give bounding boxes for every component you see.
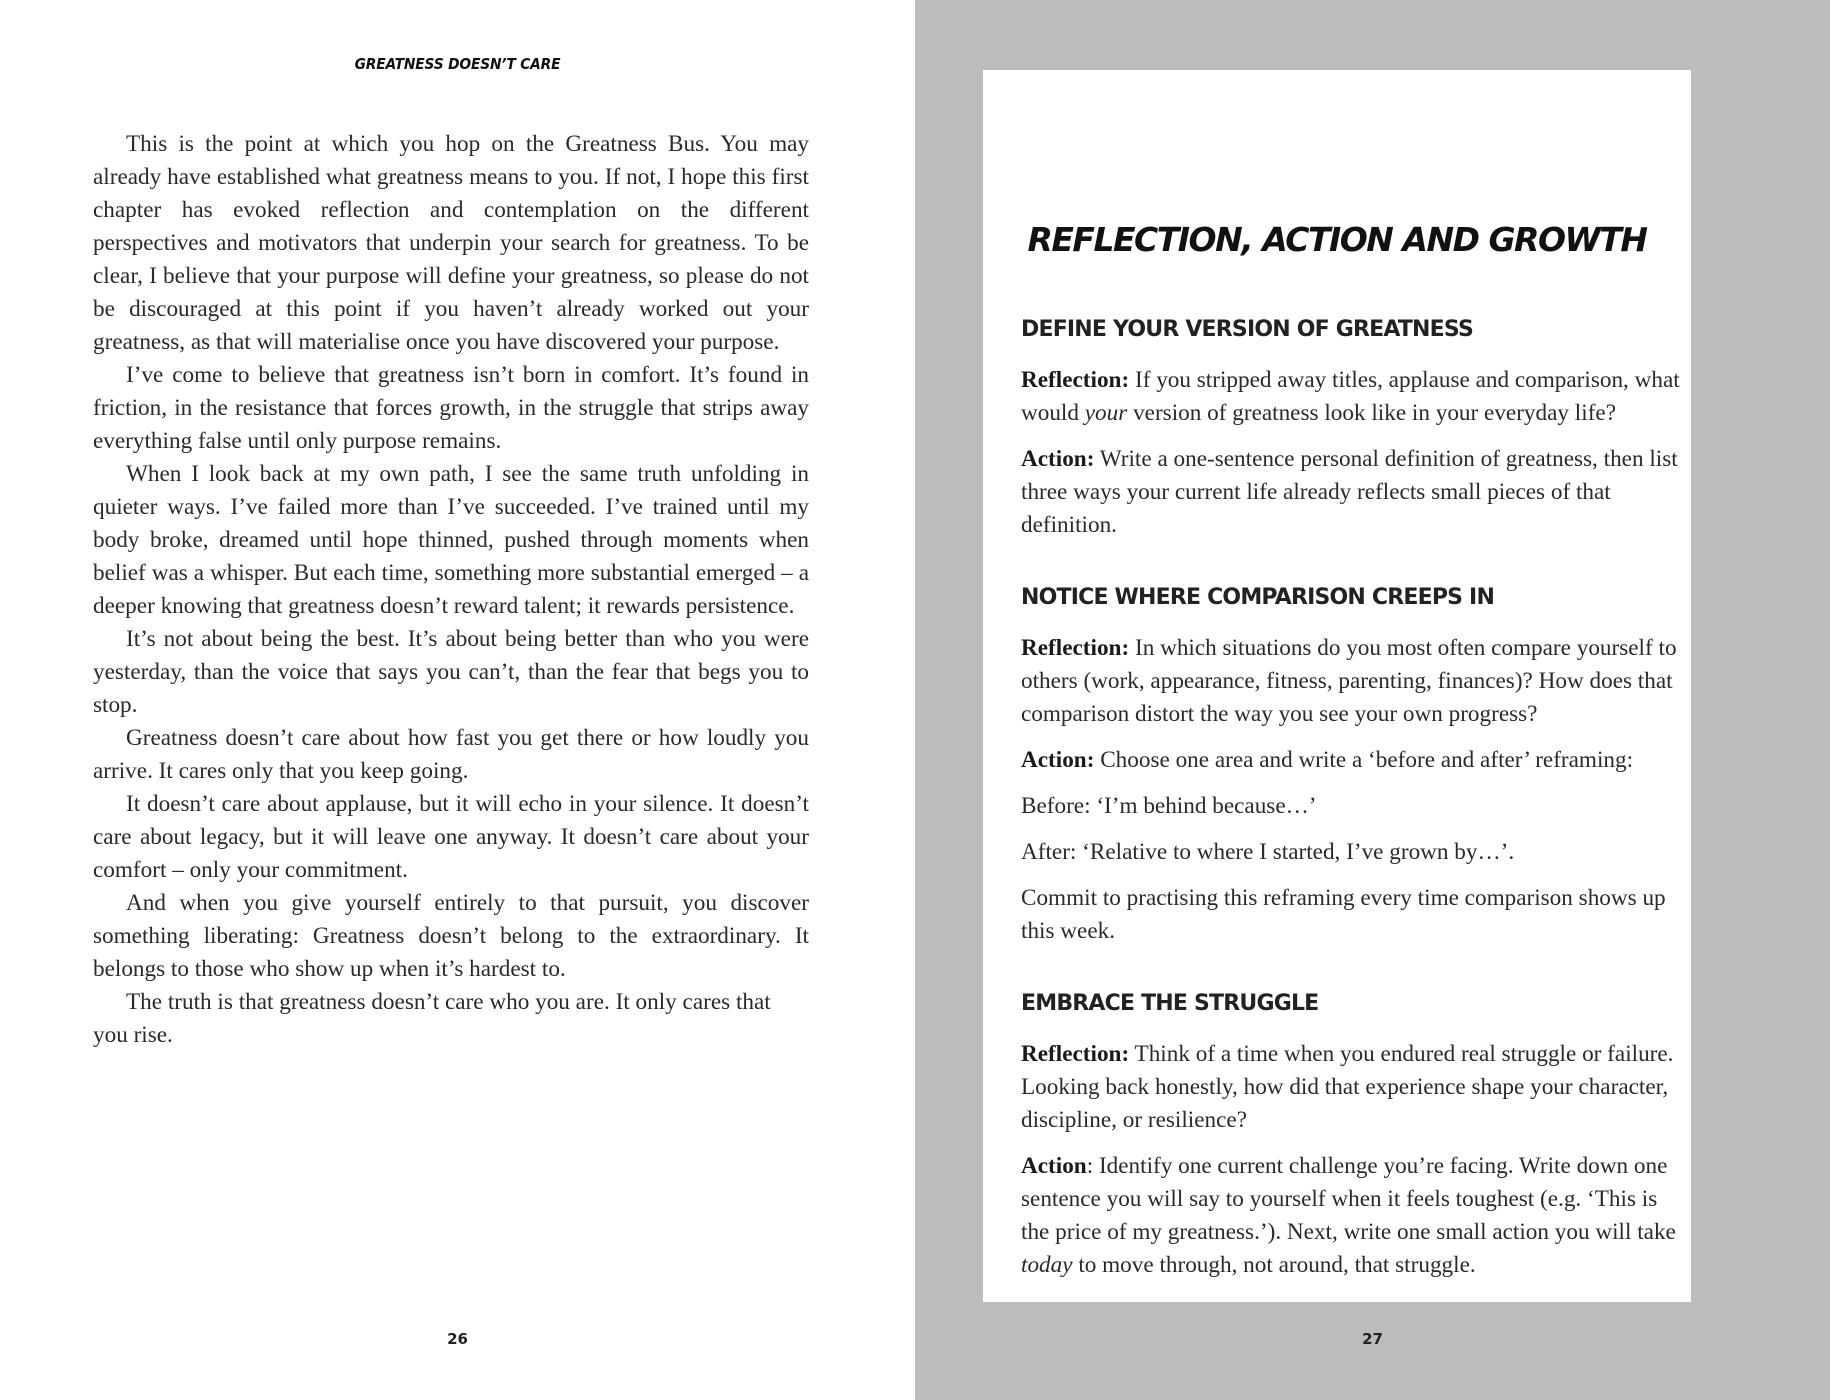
paragraph: When I look back at my own path, I see the same truth unfolding in quieter ways. I’ve failed more than I’ve succeeded. I’ve trained until my body broke, dreamed until hope thinned, pushed through moments when belief was a whisper. But each time, something more substantial emerged – a deeper knowing that greatness doesn’t reward talent; it rewards persistence. xyxy=(93,461,809,619)
action-body: Write a one-sentence personal definition of greatness, then list three ways your current life already reflects small pieces of that definition. xyxy=(1021,446,1678,538)
action-body: : Identify one current challenge you’re facing. Write down one sentence you will say to yourself when it feels toughest (e.g. ‘This is the price of my greatness.’). Next, write one small action you will take xyxy=(1021,1153,1676,1245)
reflection-body: Think of a time when you endured real struggle or failure. Looking back honestly, how did that experience shape your character, discipline, or resilience? xyxy=(1021,1041,1674,1133)
body-text xyxy=(93,128,809,1052)
action-label: Action: xyxy=(1021,446,1095,472)
action-text xyxy=(1021,443,1681,542)
action-body: to move through, not around, that struggle. xyxy=(1072,1252,1476,1278)
reflection-body: In which situations do you most often compare yourself to others (work, appearance, fitness, parenting, finances)? How does that comparison distort the way you see your own progress? xyxy=(1021,635,1677,727)
reflection-text xyxy=(1021,632,1681,731)
reflection-body: version of greatness look like in your everyday life? xyxy=(1127,400,1616,426)
commit-line: Commit to practising this reframing every time comparison shows up this week. xyxy=(1021,885,1666,944)
action-text xyxy=(1021,1150,1681,1282)
paragraph: It doesn’t care about applause, but it will echo in your silence. It doesn’t care about legacy, but it will leave one anyway. It doesn’t care about your comfort – only your commitment. xyxy=(93,791,809,883)
reflection-text xyxy=(1021,1038,1681,1137)
reflection-body: If you stripped away titles, applause and comparison, what would xyxy=(1021,367,1680,426)
paragraph: This is the point at which you hop on the Greatness Bus. You may already have established what greatness means to you. If not, I hope this first chapter has evoked reflection and contemplation on the different perspectives and motivators that underpin your search for greatness. To be clear, I believe that your purpose will define your greatness, so please do not be discouraged at this point if you haven’t already worked out your greatness, as that will materialise once you have discovered your purpose. xyxy=(93,131,809,355)
reflection-label: Reflection: xyxy=(1021,367,1130,393)
section-heading: DEFINE YOUR VERSION OF GREATNESS xyxy=(1021,317,1473,342)
action-label: Action xyxy=(1021,1153,1087,1179)
spacer xyxy=(1021,555,1681,583)
emphasis: your xyxy=(1084,400,1128,426)
exercise-card xyxy=(983,70,1691,1302)
page-number-right: 27 xyxy=(1362,1330,1383,1348)
action-label: Action: xyxy=(1021,747,1095,773)
paragraph: Greatness doesn’t care about how fast you get there or how loudly you arrive. It cares only that you keep going. xyxy=(93,725,809,784)
running-head: GREATNESS DOESN’T CARE xyxy=(354,55,561,73)
reflection-label: Reflection: xyxy=(1021,1041,1130,1067)
page-number-left: 26 xyxy=(447,1330,468,1348)
emphasis: today xyxy=(1021,1252,1073,1278)
card-content xyxy=(1021,315,1681,1295)
reflection-label: Reflection: xyxy=(1021,635,1130,661)
reflection-text xyxy=(1021,364,1681,430)
paragraph: I’ve come to believe that greatness isn’t born in comfort. It’s found in friction, in the resistance that forces growth, in the struggle that strips away everything false until only purpose remains. xyxy=(93,362,809,454)
after-line: After: ‘Relative to where I started, I’ve grown by…’. xyxy=(1021,839,1515,865)
card-title: REFLECTION, ACTION AND GROWTH xyxy=(1027,220,1647,259)
action-text xyxy=(1021,744,1681,777)
paragraph: The truth is that greatness doesn’t care who you are. It only cares that you rise. xyxy=(93,989,771,1048)
paragraph: And when you give yourself entirely to that pursuit, you discover something liberating: Greatness doesn’t belong to the extraordinary. It belongs to those who show up when it’s hardest to. xyxy=(93,890,809,982)
right-page xyxy=(915,0,1830,1400)
spacer xyxy=(1021,961,1681,989)
section-heading: EMBRACE THE STRUGGLE xyxy=(1021,991,1319,1016)
paragraph: It’s not about being the best. It’s about being better than who you were yesterday, than the voice that says you can’t, than the fear that begs you to stop. xyxy=(93,626,809,718)
section-heading: NOTICE WHERE COMPARISON CREEPS IN xyxy=(1021,585,1495,610)
action-body: Choose one area and write a ‘before and after’ reframing: xyxy=(1094,747,1634,773)
before-line: Before: ‘I’m behind because…’ xyxy=(1021,793,1317,819)
